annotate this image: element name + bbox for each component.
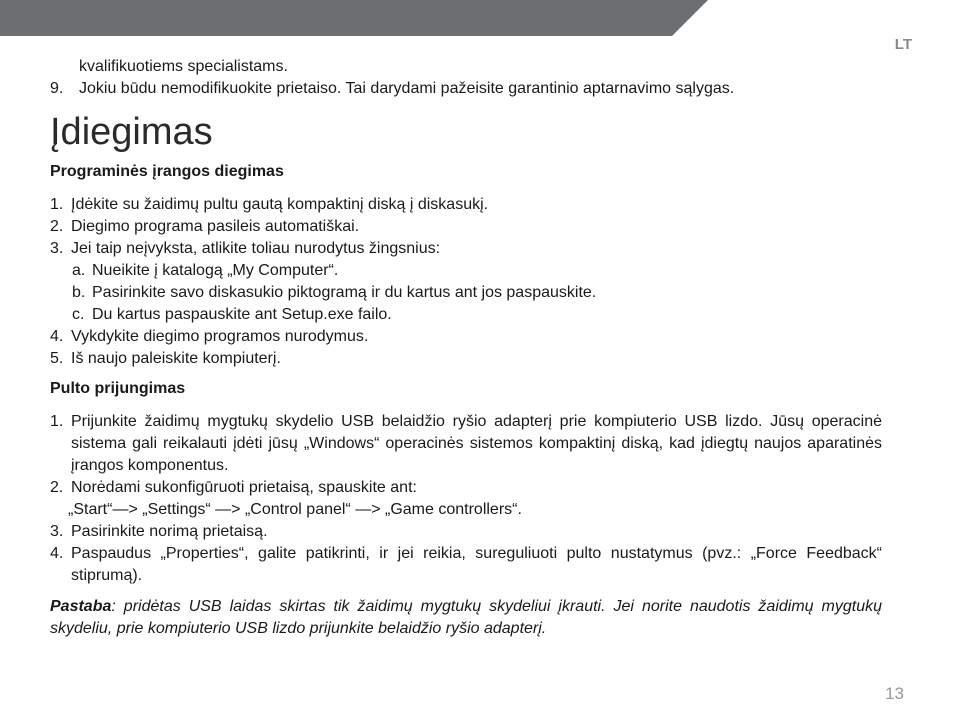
list-item: 5. Iš naujo paleiskite kompiuterį. bbox=[50, 350, 281, 367]
note-paragraph bbox=[50, 596, 882, 640]
list-subitem: c. Du kartus paspauskite ant Setup.exe failo. bbox=[72, 306, 392, 323]
list-item: 4. Paspaudus „Properties“, galite patikrinti, ir jei reikia, sureguliuoti pulto nustatymus (pvz.: „Force Feedback“ stiprumą). bbox=[50, 545, 882, 584]
intro-continuation: kvalifikuotiems specialistams. bbox=[79, 58, 288, 75]
note-label: Pastaba bbox=[50, 598, 112, 615]
list-number: 9. bbox=[50, 80, 64, 97]
list-item: 2. Norėdami sukonfigūruoti prietaisą, spauskite ant: bbox=[50, 479, 417, 496]
list-subitem: a. Nueikite į katalogą „My Computer“. bbox=[72, 262, 339, 279]
list-subitem: b. Pasirinkite savo diskasukio piktogramą ir du kartus ant jos paspauskite. bbox=[72, 284, 597, 301]
list-item: 2. Diegimo programa pasileis automatiškai. bbox=[50, 218, 360, 235]
software-heading: Programinės įrangos diegimas bbox=[50, 163, 284, 180]
software-steps bbox=[50, 194, 882, 370]
list-item: 3. Pasirinkite norimą prietaisą. bbox=[50, 523, 268, 540]
menu-path: „Start“—> „Settings“ —> „Control panel“ —> „Game controllers“. bbox=[68, 501, 522, 518]
list-item: 4. Vykdykite diegimo programos nurodymus. bbox=[50, 328, 369, 345]
connection-steps bbox=[50, 411, 882, 587]
note-text: : pridėtas USB laidas skirtas tik žaidimų mygtukų skydeliui įkrauti. Jei norite naudotis žaidimų mygtukų skydeliu, prie kompiuterio USB lizdo prijunkite belaidžio ryšio adapterį. bbox=[50, 598, 882, 637]
language-tag: LT bbox=[894, 36, 912, 53]
section-title: Įdiegimas bbox=[50, 111, 213, 153]
intro-item-9 bbox=[50, 78, 882, 100]
list-item: 3. Jei taip neįvyksta, atlikite toliau nurodytus žingsnius: bbox=[50, 240, 441, 257]
page-content bbox=[50, 56, 882, 640]
connection-heading: Pulto prijungimas bbox=[50, 380, 186, 397]
header-band bbox=[0, 0, 954, 36]
page-number: 13 bbox=[885, 684, 904, 703]
list-item: 1. Prijunkite žaidimų mygtukų skydelio USB belaidžio ryšio adapterį prie kompiuterio USB lizdo. Jūsų operacinė sistema gali reikalauti įdėti jūsų „Windows“ operacinės sistemos kompaktinį diską, kad įdiegtų naujos aparatinės įrangos komponentus. bbox=[50, 413, 882, 474]
list-text: Jokiu būdu nemodifikuokite prietaiso. Tai darydami pažeisite garantinio aptarnavimo sąlygas. bbox=[79, 80, 735, 97]
list-item: 1. Įdėkite su žaidimų pultu gautą kompaktinį diską į diskasukį. bbox=[50, 196, 489, 213]
